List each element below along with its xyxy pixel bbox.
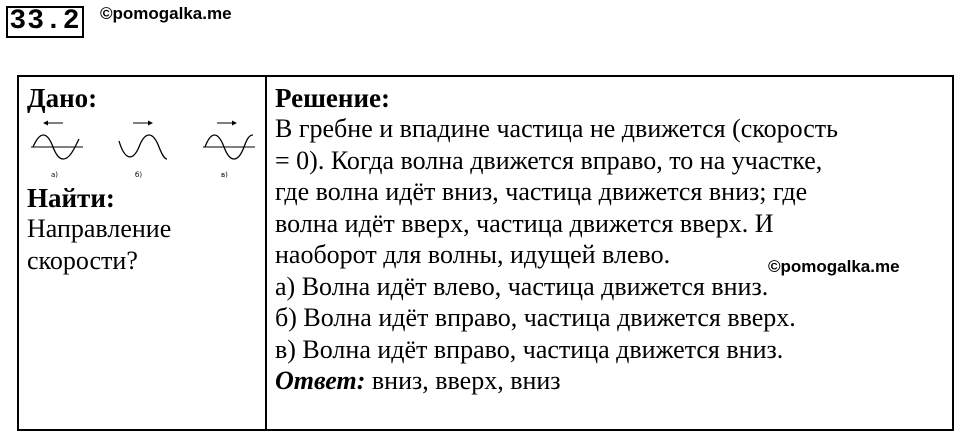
- watermark: ©pomogalka.me: [100, 4, 232, 23]
- solution-column: [275, 83, 955, 397]
- wave-label-a: а): [51, 171, 59, 179]
- column-divider: [265, 77, 267, 429]
- wave-right-arrow-icon: [115, 117, 171, 181]
- find-text: [27, 213, 259, 276]
- wave-label-b: б): [135, 171, 143, 179]
- wave-right-arrow-icon: [201, 117, 257, 181]
- solution-line: наоборот для волны, идущей влево.: [275, 240, 671, 269]
- given-heading: Дано:: [27, 83, 98, 113]
- solution-heading: Решение:: [275, 83, 390, 113]
- solution-line: В гребне и впадине частица не движется (скорость: [275, 114, 838, 143]
- solution-item: в) Волна идёт вправо, частица движется вниз.: [275, 334, 784, 364]
- answer-value: вниз, вверх, вниз: [365, 366, 561, 395]
- solution-item: б) Волна идёт вправо, частица движется вверх.: [275, 303, 796, 332]
- answer-label: Ответ:: [275, 366, 366, 395]
- problem-number: 33.2: [6, 6, 84, 38]
- solution-table: [17, 75, 954, 431]
- wave-diagrams: [27, 117, 259, 181]
- solution-item: а) Волна идёт влево, частица движется вниз.: [275, 271, 769, 301]
- find-heading: Найти:: [27, 183, 115, 213]
- solution-text: [275, 113, 955, 397]
- wave-label-c: в): [221, 171, 228, 179]
- watermark: ©pomogalka.me: [768, 257, 900, 276]
- wave-left-arrow-icon: [29, 117, 85, 181]
- given-column: [27, 83, 259, 276]
- answer-line: [275, 365, 955, 397]
- solution-line: где волна идёт вниз, частица движется вниз; где: [275, 177, 808, 206]
- solution-line: = 0). Когда волна движется вправо, то на участке,: [275, 145, 823, 175]
- solution-line: волна идёт вверх, частица движется вверх. И: [275, 208, 774, 238]
- find-line: Направление: [27, 214, 172, 243]
- find-line: скорости?: [27, 245, 138, 275]
